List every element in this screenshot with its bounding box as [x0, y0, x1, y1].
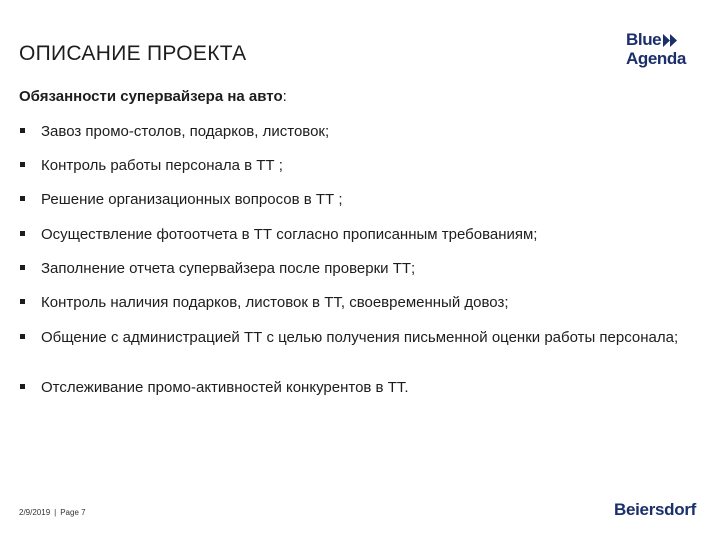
logo-word-agenda: Agenda	[626, 49, 686, 68]
list-item	[19, 259, 689, 278]
footer-page-number: Page 7	[60, 508, 86, 517]
section-heading	[19, 88, 287, 105]
square-bullet-icon	[20, 162, 25, 167]
section-heading-colon: :	[282, 88, 287, 105]
list-item-text: Осуществление фотоотчета в ТТ согласно прописанным требованиям;	[41, 226, 538, 243]
square-bullet-icon	[20, 384, 25, 389]
list-item	[19, 378, 689, 397]
list-item-text: Заполнение отчета супервайзера после проверки ТТ;	[41, 260, 416, 277]
list-item	[19, 293, 689, 312]
logo-word-blue: Blue	[626, 30, 662, 49]
list-item-text: Завоз промо-столов, подарков, листовок;	[41, 123, 330, 140]
logo-text-blue	[626, 31, 706, 50]
list-item-text: Контроль работы персонала в ТТ ;	[41, 157, 283, 174]
list-item	[19, 190, 689, 209]
square-bullet-icon	[20, 334, 25, 339]
beiersdorf-logo: Beiersdorf	[614, 500, 697, 519]
square-bullet-icon	[20, 128, 25, 133]
list-item-text: Решение организационных вопросов в ТТ ;	[41, 191, 343, 208]
section-heading-text: Обязанности супервайзера на авто	[19, 88, 283, 105]
square-bullet-icon	[20, 299, 25, 304]
square-bullet-icon	[20, 265, 25, 270]
slide-title: ОПИСАНИЕ ПРОЕКТА	[19, 42, 247, 65]
list-item	[19, 328, 689, 347]
list-item	[19, 156, 689, 175]
list-item-text: Отслеживание промо-активностей конкурентов в ТТ.	[41, 379, 409, 396]
list-item	[19, 122, 689, 141]
double-chevron-right-icon	[663, 33, 679, 50]
list-item-text: Общение с администрацией ТТ с целью получения письменной оценки работы персонала;	[41, 329, 679, 346]
list-item	[19, 225, 689, 244]
square-bullet-icon	[20, 196, 25, 201]
list-item-text: Контроль наличия подарков, листовок в ТТ, своевременный довоз;	[41, 294, 509, 311]
footer-separator: |	[54, 508, 57, 517]
footer-date: 2/9/2019	[19, 508, 51, 517]
square-bullet-icon	[20, 231, 25, 236]
footer	[19, 508, 86, 517]
blue-agenda-logo	[626, 31, 706, 71]
